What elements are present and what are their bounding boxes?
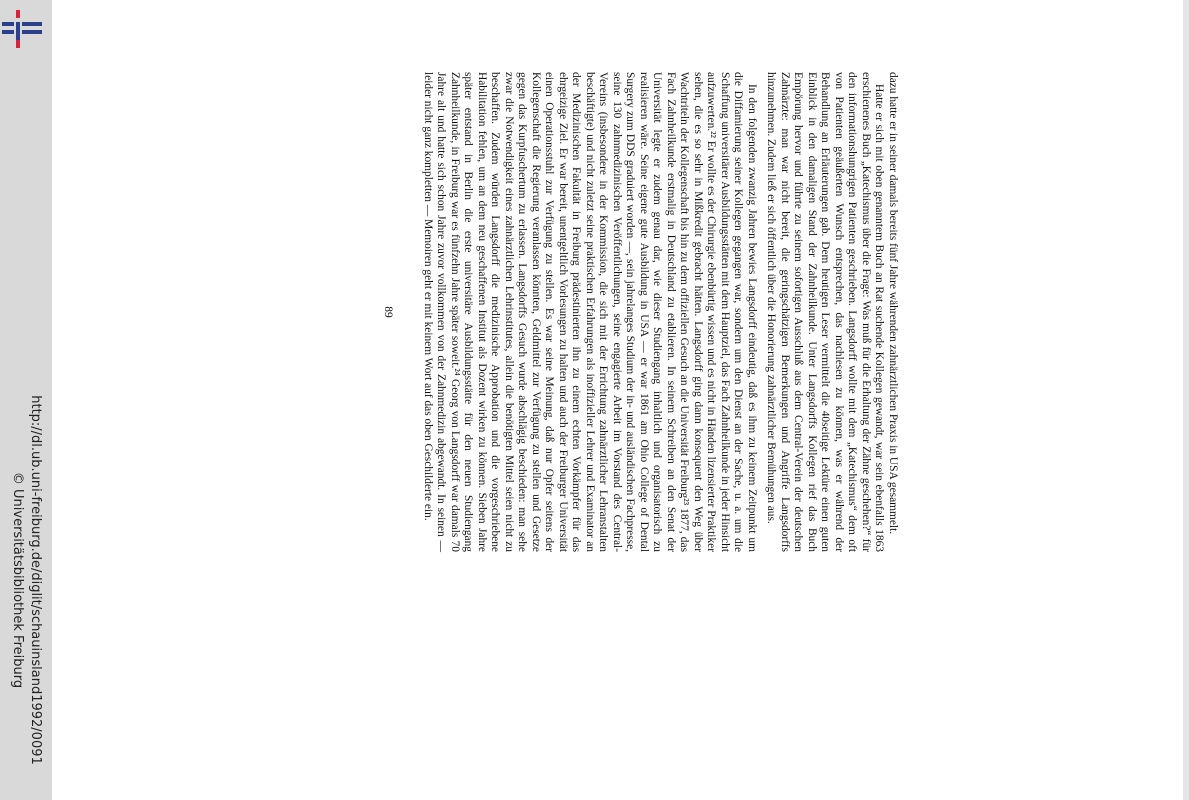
right-scroll-edge	[1183, 0, 1189, 800]
document-page	[381, 72, 899, 552]
page-number: 89	[382, 306, 395, 318]
sidebar-caption	[0, 0, 52, 800]
sidebar	[0, 0, 52, 800]
source-url[interactable]: http://dl.ub.uni-freiburg.de/diglit/schauinsland1992/0091	[28, 395, 43, 765]
paragraph-2: Hatte er sich mit oben genanntem Buch an Rat suchende Kollegen gewandt, war sein ebenfalls 1863 erschienenes Buch „Katechismus über die Frage: Was muß für die Erhaltung der Zähne geschehen?“ für den informationshungrigen Patienten geschrieben. Langsdorff wollte mit dem „Katechismus“ dem oft von Patienten geäußerten Wunsch entsprechen, das nachlesen zu können, was er während der Behandlung an Erläuterungen gab. Dem heutigen Leser vermittelt die 40seitige Lektüre einen guten Einblick in den damaligen Stand der Zahnheilkunde. Unter Langsdorffs Kollegen rief das Buch Empörung hervor und führte zu seinem sofortigen Ausschluß aus dem Central-Verein der deutschen Zahnärzte: man war nicht bereit, die geringschätzigen Bemerkungen und Angriffe Langsdorffs hinzunehmen. Zudem ließ er sich öffentlich über die Honorierung zahnärztlicher Bemühungen aus.	[765, 72, 886, 552]
paragraph-3: In den folgenden zwanzig Jahren bewies Langsdorff eindeutig, daß es ihm zu keinem Zeitpunkt um die Diffamierung seiner Kollegen gegangen war, sondern um den Dienst an der Sache, u. a. um die Schaffung universitärer Ausbildungsstätten mit dem Hauptziel, das Fach Zahnheilkunde in jeder Hinsicht aufzuwerten.²² Er wollte es der Chirurgie ebenbürtig wissen und es nicht in Händen lizensierter Praktiker sehen, die es so sehr in Mißkredit gebracht hätten. Langsdorff ging dann konsequent den Weg über Wachtriteln der Kollegenschaft bis hin zu dem offiziellen Gesuch an die Universität Freiburg²³ 1877, das Fach Zahnheilkunde erstmalig in Deutschland zu etablieren. In seinem Schreiben an den Senat der Universität legte er zudem genau dar, wie dieser Studiengang inhaltlich und organisatorisch zu realisieren wäre. Seine eigene gute Ausbildung in USA — er war 1861 am Ohio College of Dental Surgery zum DDS graduiert worden —, sein jahrelanges Studium der in- und ausländischen Fachpresse, seine 130 zahnmedizinischen Veröffentlichungen, seine engagierte Arbeit im Vorstand des Central-Vereins (insbesondere in der Kommission, die sich mit der Errichtung zahnärztlicher Lehranstalten beschäftigte) und nicht zuletzt seine praktischen Erfahrungen als inoffizieller Lehrer und Examinator an der Medizinischen Fakultät in Freiburg prädestinierten ihn zu einem echten Vorkämpfer für das ehrgeizige Ziel. Er war bereit, unentgeltlich Vorlesungen zu halten und auch der Freiburger Universität einen Operationsstuhl zur Verfügung zu stellen. Es war seine Meinung, daß nur Opfer seitens der Kollegenschaft die Regierung veranlassen könnten, Geldmittel zur Verfügung zu stellen und Gesetze gegen das Kurpfuschertum zu erlassen. Langsdorffs Gesuch wurde abschlägig beschieden: man sehe zwar die Notwendigkeit eines zahnärztlichen Lehrinstitutes, allein die benötigten Mittel seien nicht zu beschaffen. Zudem würden Langsdorff die medizinische Approbation und die vorgeschriebene Habilitation fehlen, um an dem neu geschaffenen Institut als Dozent wirken zu können. Sieben Jahre später entstand in Berlin die erste universitäre Ausbildungsstätte für den neuen Studiengang Zahnheilkunde, in Freiburg war es fünfzehn Jahre später soweit.²⁴ Georg von Langsdorff war damals 70 Jahre alt und hatte sich schon Jahre zuvor vollkommen von der Zahnmedizin abgewandt. In seinen — leider nicht ganz kompletten — Memoiren geht er mit keinem Wort auf das oben Geschilderte ein.	[422, 72, 758, 552]
copyright-notice: © Universitätsbibliothek Freiburg	[10, 471, 25, 689]
paragraph-1: dazu hatte er in seiner damals bereits fünf Jahre währenden zahnärztlichen Praxis in USA gesammelt.	[887, 72, 899, 535]
